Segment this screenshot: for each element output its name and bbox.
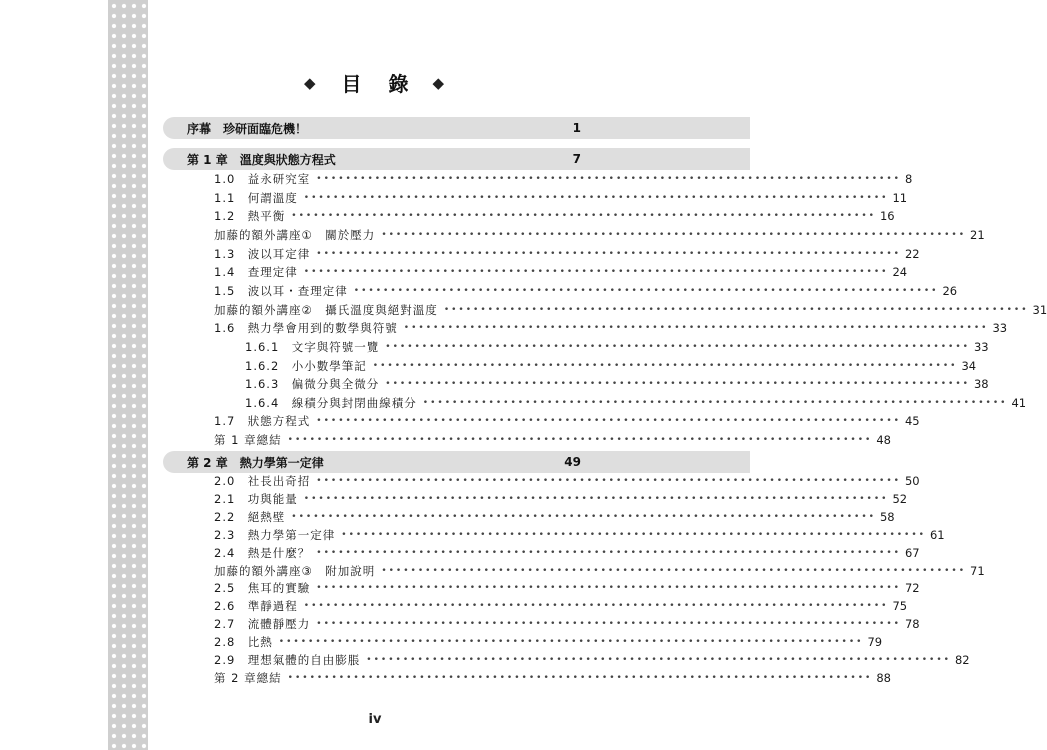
toc-entry[interactable] [214, 562, 985, 580]
toc-entry[interactable] [214, 301, 1047, 319]
section-label: 序幕 珍研面臨危機！ [187, 121, 308, 136]
entry-label: 1.4 查理定律 [214, 265, 298, 280]
toc-entry[interactable] [214, 431, 891, 449]
toc-entry[interactable] [214, 669, 891, 687]
toc-entry[interactable] [214, 263, 908, 281]
toc-entry[interactable] [214, 170, 913, 188]
entry-page: 41 [1011, 395, 1027, 410]
toc-entry[interactable] [214, 526, 945, 544]
entry-page: 16 [879, 209, 895, 224]
toc-entry[interactable] [214, 189, 908, 207]
dot-leader: •••••••••••••••••••••••••••••••••••••••••••••••••••••••••••••••••••••••••••••••• [341, 529, 926, 540]
entry-page: 75 [892, 599, 908, 614]
toc-entry[interactable] [245, 375, 989, 393]
toc-entry[interactable] [214, 544, 920, 562]
entry-page: 34 [961, 358, 977, 373]
entry-page: 48 [876, 433, 891, 448]
entry-label: 1.0 益永研究室 [214, 172, 311, 186]
dot-leader: •••••••••••••••••••••••••••••••••••••••••••••••••••••••••••••••••••••••••••••••• [372, 360, 958, 371]
entry-page: 78 [904, 617, 920, 632]
dot-leader: •••••••••••••••••••••••••••••••••••••••••••••••••••••••••••••••••••••••••••••••• [381, 229, 966, 240]
entry-label: 1.6.3 偏微分與全微分 [245, 377, 380, 392]
title-text: 目 錄 [341, 72, 419, 96]
entry-page: 67 [904, 545, 920, 560]
toc-entry[interactable] [214, 472, 920, 490]
page-number: iv [368, 712, 382, 727]
dot-leader: •••••••••••••••••••••••••••••••••••••••••••••••••••••••••••••••••••••••••••••••• [316, 583, 901, 594]
entry-page: 38 [973, 377, 989, 392]
entry-page: 22 [904, 246, 920, 261]
dot-leader: •••••••••••••••••••••••••••••••••••••••••••••••••••••••••••••••••••••••••••••••• [316, 248, 901, 259]
toc-entry[interactable] [214, 597, 908, 615]
entry-page: 58 [879, 509, 895, 524]
toc-entry[interactable] [214, 319, 1008, 337]
toc-entry[interactable] [214, 579, 920, 597]
entry-page: 31 [1032, 302, 1047, 317]
toc-entry[interactable] [245, 394, 1027, 412]
entry-label: 2.1 功與能量 [214, 491, 298, 506]
entry-label: 2.5 焦耳的實驗 [214, 581, 311, 596]
entry-label: 1.3 波以耳定律 [214, 246, 311, 261]
entry-page: 88 [876, 670, 891, 685]
entry-page: 33 [973, 339, 989, 354]
section-page: 49 [564, 455, 581, 469]
entry-label: 加藤的額外講座② 攝氏溫度與絕對溫度 [214, 302, 438, 317]
toc-entry[interactable] [214, 615, 920, 633]
section-page: 7 [572, 152, 581, 166]
dot-leader: •••••••••••••••••••••••••••••••••••••••••••••••••••••••••••••••••••••••••••••••• [422, 397, 1008, 408]
toc-entry[interactable] [214, 207, 895, 225]
entry-label: 1.6.2 小小數學筆記 [245, 358, 367, 373]
dot-leader: •••••••••••••••••••••••••••••••••••••••••••••••••••••••••••••••••••••••••••••••• [303, 267, 889, 278]
toc-entry[interactable] [245, 338, 989, 356]
toc-entry[interactable] [214, 226, 985, 244]
toc-entry[interactable] [214, 412, 920, 430]
entry-label: 2.6 準靜過程 [214, 599, 298, 614]
dot-leader: •••••••••••••••••••••••••••••••••••••••••••••••••••••••••••••••••••••••••••••••• [353, 285, 939, 296]
dot-leader: •••••••••••••••••••••••••••••••••••••••••••••••••••••••••••••••••••••••••••••••• [278, 637, 864, 648]
entry-page: 82 [954, 653, 970, 667]
binding-strip [108, 0, 148, 750]
toc-entry[interactable] [214, 245, 920, 263]
dot-leader: •••••••••••••••••••••••••••••••••••••••••••••••••••••••••••••••••••••••••••••••• [291, 211, 876, 222]
dot-leader: •••••••••••••••••••••••••••••••••••••••••••••••••••••••••••••••••••••••••••••••• [385, 379, 970, 390]
toc-entry[interactable] [214, 508, 895, 526]
dot-leader: •••••••••••••••••••••••••••••••••••••••••••••••••••••••••••••••••••••••••••••••• [303, 192, 889, 203]
dot-leader: •••••••••••••••••••••••••••••••••••••••••••••••••••••••••••••••••••••••••••••••• [316, 416, 901, 427]
entry-label: 加藤的額外講座① 關於壓力 [214, 227, 376, 242]
diamond-left-icon: ◆ [303, 73, 318, 92]
entry-page: 24 [892, 265, 908, 280]
dot-leader: •••••••••••••••••••••••••••••••••••••••••••••••••••••••••••••••••••••••••••••••• [303, 493, 889, 504]
entry-page: 52 [892, 491, 908, 506]
toc-entry[interactable] [214, 282, 958, 300]
section-chapter-2[interactable] [163, 451, 750, 473]
dot-leader: •••••••••••••••••••••••••••••••••••••••••••••••••••••••••••••••••••••••••••••••• [316, 547, 901, 558]
entry-page: 45 [904, 414, 920, 429]
entry-label: 2.8 比熱 [214, 635, 273, 650]
toc-entry[interactable] [214, 651, 970, 669]
entry-page: 79 [867, 635, 883, 650]
entry-label: 加藤的額外講座③ 附加說明 [214, 563, 376, 578]
entry-label: 2.4 熱是什麼？ [214, 545, 311, 560]
dot-leader: •••••••••••••••••••••••••••••••••••••••••••••••••••••••••••••••••••••••••••••••• [403, 323, 989, 334]
dot-leader: •••••••••••••••••••••••••••••••••••••••••••••••••••••••••••••••••••••••••••••••• [316, 619, 901, 630]
toc-entry[interactable] [214, 633, 883, 651]
section-label: 第 2 章 熱力學第一定律 [187, 455, 324, 470]
dot-leader: •••••••••••••••••••••••••••••••••••••••••••••••••••••••••••••••••••••••••••••••• [385, 341, 970, 352]
page-title [0, 68, 750, 97]
entry-page: 61 [929, 527, 945, 542]
entry-label: 2.0 社長出奇招 [214, 474, 311, 488]
section-label: 第 1 章 溫度與狀態方程式 [187, 152, 336, 167]
entry-label: 2.7 流體靜壓力 [214, 617, 311, 632]
dot-leader: •••••••••••••••••••••••••••••••••••••••••••••••••••••••••••••••••••••••••••••••• [287, 672, 873, 683]
entry-label: 1.6.1 文字與符號一覽 [245, 339, 380, 354]
entry-label: 1.7 狀態方程式 [214, 414, 311, 429]
toc-entry[interactable] [245, 357, 977, 375]
entry-label: 2.2 絕熱壁 [214, 509, 286, 524]
entry-page: 50 [904, 474, 920, 488]
entry-label: 1.2 熱平衡 [214, 209, 286, 224]
diamond-right-icon: ◆ [432, 73, 447, 92]
entry-label: 1.6 熱力學會用到的數學與符號 [214, 321, 398, 336]
entry-page: 8 [904, 172, 913, 186]
entry-label: 第 2 章總結 [214, 670, 282, 685]
entry-page: 26 [942, 283, 958, 298]
dot-leader: •••••••••••••••••••••••••••••••••••••••••••••••••••••••••••••••••••••••••••••••• [287, 435, 873, 446]
dot-leader: •••••••••••••••••••••••••••••••••••••••••••••••••••••••••••••••••••••••••••••••• [291, 511, 876, 522]
entry-page: 72 [904, 581, 920, 596]
entry-label: 1.6.4 線積分與封閉曲線積分 [245, 395, 417, 410]
dot-leader: •••••••••••••••••••••••••••••••••••••••••••••••••••••••••••••••••••••••••••••••• [303, 601, 889, 612]
dot-leader: •••••••••••••••••••••••••••••••••••••••••••••••••••••••••••••••••••••••••••••••• [366, 655, 951, 665]
dot-leader: •••••••••••••••••••••••••••••••••••••••••••••••••••••••••••••••••••••••••••••••• [316, 476, 901, 486]
entry-page: 71 [970, 563, 985, 578]
dot-leader: •••••••••••••••••••••••••••••••••••••••••••••••••••••••••••••••••••••••••••••••• [316, 174, 901, 184]
dot-leader: •••••••••••••••••••••••••••••••••••••••••••••••••••••••••••••••••••••••••••••••• [443, 304, 1029, 315]
entry-label: 2.9 理想氣體的自由膨脹 [214, 653, 361, 667]
dot-leader: •••••••••••••••••••••••••••••••••••••••••••••••••••••••••••••••••••••••••••••••• [381, 565, 966, 576]
section-prologue[interactable] [163, 117, 750, 139]
entry-label: 2.3 熱力學第一定律 [214, 527, 336, 542]
entry-page: 11 [892, 190, 908, 205]
entry-page: 21 [970, 227, 985, 242]
entry-page: 33 [992, 321, 1008, 336]
entry-label: 1.5 波以耳・查理定律 [214, 283, 348, 298]
entry-label: 1.1 何謂溫度 [214, 190, 298, 205]
section-page: 1 [572, 121, 581, 135]
toc-entry[interactable] [214, 490, 908, 508]
section-chapter-1[interactable] [163, 148, 750, 170]
entry-label: 第 1 章總結 [214, 433, 282, 448]
